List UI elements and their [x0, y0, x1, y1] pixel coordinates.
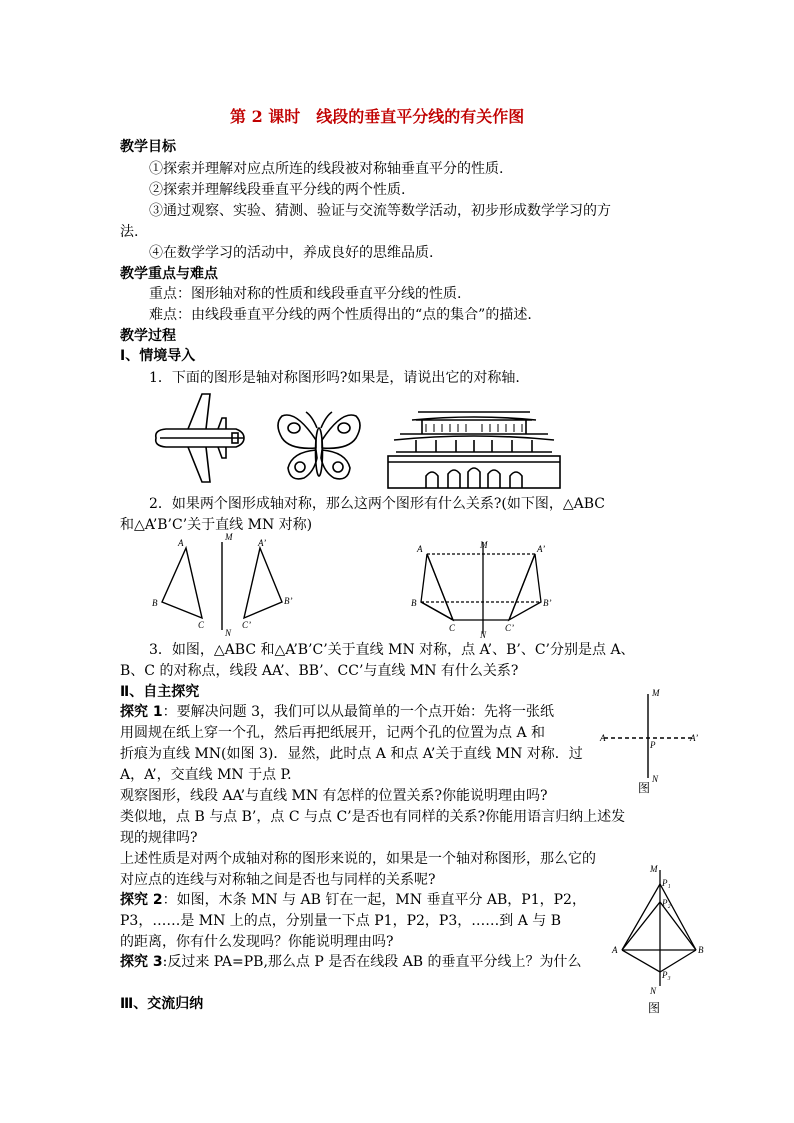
label-B: B [152, 598, 158, 608]
explore-2-line1 [120, 890, 586, 910]
label-M-2: M [480, 540, 488, 550]
kite-label-P1: P₁ [662, 878, 671, 888]
intro-q1: 1．下面的图形是轴对称图形吗?如果是，请说出它的对称轴. [149, 370, 520, 386]
label-C-2: C [449, 623, 456, 633]
label-A: A [178, 538, 184, 548]
label-B1: B’ [284, 596, 293, 606]
goal-2: ②探索并理解线段垂直平分线的两个性质. [149, 182, 406, 198]
label-A1-2: A’ [537, 544, 546, 554]
kite-label-N: N [650, 986, 657, 996]
label-A-2: A [417, 544, 423, 554]
intro-q2-line2: 和△A’B’C’关于直线 MN 对称) [120, 517, 313, 533]
fig3-label-A1: A’ [690, 733, 699, 743]
explore-1-line5: 观察图形，线段 AA’与直线 MN 有怎样的位置关系?你能说明理由吗? [120, 788, 548, 804]
butterfly-figure [276, 410, 362, 486]
heading-explore: Ⅱ、自主探究 [120, 684, 200, 700]
label-N: N [225, 628, 232, 638]
kite-label-P2: P₂ [662, 898, 671, 908]
figure-3 [600, 686, 706, 796]
explore-1-line4: A，A’，交直线 MN 于点 P. [120, 767, 292, 783]
explore-1-line1 [120, 702, 554, 722]
explore-3-label: 探究 3 [120, 954, 163, 970]
symmetry-figure-1 [148, 530, 308, 640]
explore-2-line2: P3，……是 MN 上的点，分别量一下点 P1，P2，P3，……到 A 与 B [120, 913, 561, 929]
label-B-2: B [411, 598, 417, 608]
fig3-label-N: N [652, 774, 659, 784]
kite-label-P3: P₃ [662, 970, 671, 980]
explore-1-line7: 现的规律吗? [120, 830, 198, 846]
goal-1: ①探索并理解对应点所连的线段被对称轴垂直平分的性质. [149, 161, 504, 177]
heading-goals: 教学目标 [120, 139, 176, 155]
explore-1-text: ：要解决问题 3，我们可以从最简单的一个点开始：先将一张纸 [162, 704, 554, 720]
kite-caption: 图 [648, 1001, 661, 1015]
goal-4: ④在数学学习的活动中，养成良好的思维品质. [149, 245, 434, 261]
explore-1-line3: 折痕为直线 MN(如图 3)．显然，此时点 A 和点 A’关于直线 MN 对称．过 [120, 746, 583, 762]
airplane-figure [148, 390, 248, 486]
fig3-label-A: A [600, 733, 606, 743]
explore-2-label: 探究 2 [120, 892, 163, 908]
explore-1-line9: 对应点的连线与对称轴之间是否也与同样的关系呢? [120, 872, 436, 888]
fig3-label-M: M [652, 688, 660, 698]
kite-label-A: A [612, 945, 618, 955]
goal-3: ③通过观察、实验、猜测、验证与交流等数学活动，初步形成数学学习的方 [149, 203, 611, 219]
key-1: 重点：图形轴对称的性质和线段垂直平分线的性质. [149, 286, 462, 302]
gate-figure [386, 404, 562, 490]
page-title: 第 2 课时 线段的垂直平分线的有关作图 [230, 107, 525, 126]
intro-q2-line1: 2．如果两个图形成轴对称，那么这两个图形有什么关系?(如下图，△ABC [149, 496, 606, 512]
label-B1-2: B’ [543, 598, 552, 608]
kite-label-M: M [650, 864, 658, 874]
explore-1-label: 探究 1 [120, 704, 163, 720]
label-C: C [198, 620, 205, 630]
explore-2-text: ：如图，木条 MN 与 AB 钉在一起，MN 垂直平分 AB，P1，P2， [162, 892, 586, 908]
label-C1: C’ [242, 620, 251, 630]
fig3-caption: 图 [638, 781, 651, 795]
explore-1-line2: 用圆规在纸上穿一个孔，然后再把纸展开，记两个孔的位置为点 A 和 [120, 725, 546, 741]
label-A1: A’ [258, 538, 267, 548]
explore-3-line [120, 952, 582, 972]
key-2: 难点：由线段垂直平分线的两个性质得出的“点的集合”的描述. [149, 307, 532, 323]
intro-q3-line1: 3．如图，△ABC 和△A’B’C’关于直线 MN 对称，点 A’、B’、C’分别是点 A、 [149, 642, 635, 658]
kite-label-B: B [698, 945, 704, 955]
heading-summary: Ⅲ、交流归纳 [120, 996, 204, 1012]
explore-2-line3: 的距离，你有什么发现吗？你能说明理由吗? [120, 934, 394, 950]
label-N-2: N [480, 630, 487, 640]
goal-3-cont: 法. [120, 224, 139, 240]
symmetry-figure-2 [405, 536, 565, 640]
explore-1-line8: 上述性质是对两个成轴对称的图形来说的，如果是一个轴对称图形，那么它的 [120, 851, 596, 867]
label-C1-2: C’ [505, 623, 514, 633]
explore-1-line6: 类似地，点 B 与点 B’，点 C 与点 C’是否也有同样的关系?你能用语言归纳上述发 [120, 809, 626, 825]
explore-3-text: :反过来 PA=PB,那么点 P 是否在线段 AB 的垂直平分线上？为什么 [162, 954, 582, 970]
heading-key: 教学重点与难点 [120, 266, 218, 282]
intro-q3-line2: B、C 的对称点，线段 AA’、BB’、CC’与直线 MN 有什么关系? [120, 663, 519, 679]
fig3-label-P: P [650, 740, 656, 750]
figure-kite [608, 862, 712, 1022]
heading-intro: Ⅰ、情境导入 [120, 348, 196, 364]
heading-process: 教学过程 [120, 328, 176, 344]
label-M: M [225, 532, 233, 542]
